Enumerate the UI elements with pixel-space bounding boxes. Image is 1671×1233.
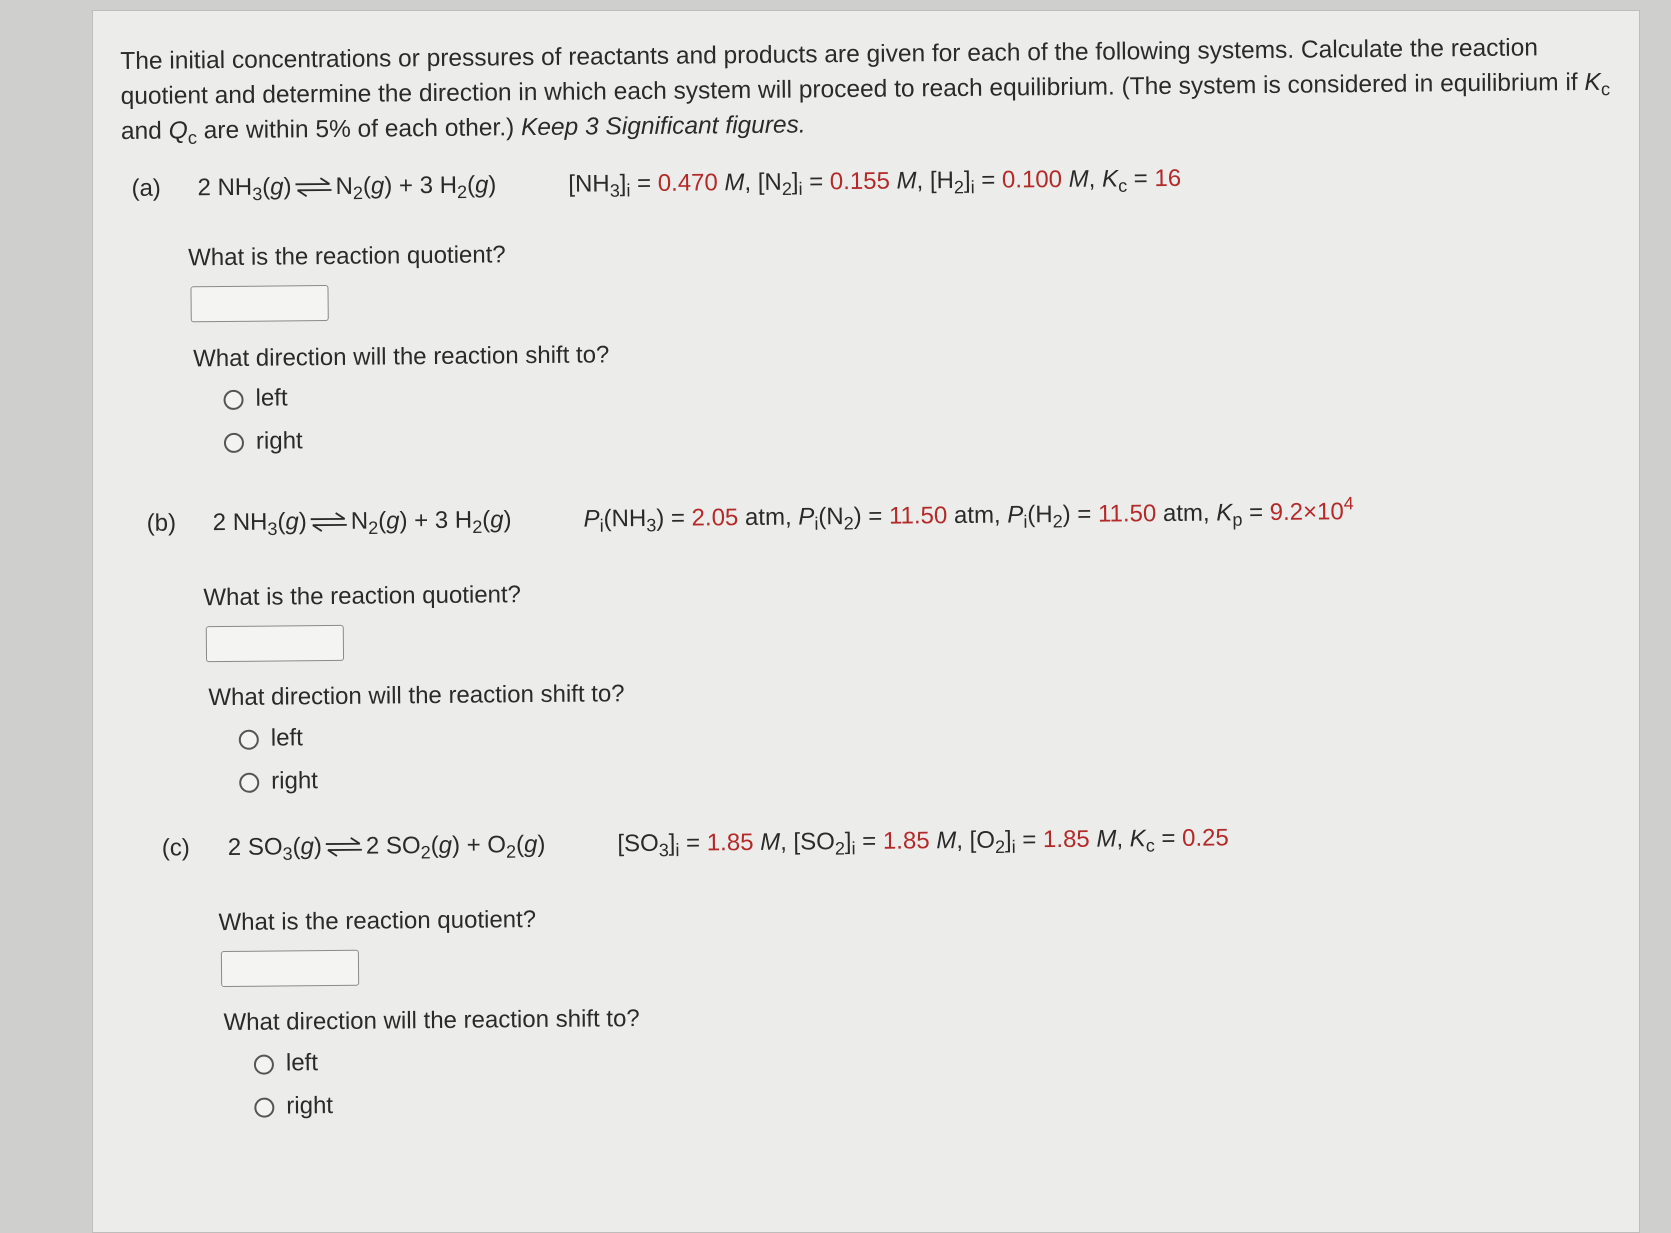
part-c-option-left[interactable]: left	[254, 1048, 318, 1079]
problem-intro: The initial concentrations or pressures of reactants and products are given for each of the following systems. Calculate the reaction quotient and determine the direction in which each system will proceed to reach equilibrium. (The system is considered in equilibrium if $K_c$ and $Q_c$ are within 5% of each other.) Keep 3 Significant figures.	[120, 34, 1611, 148]
part-b-option-right[interactable]: right	[239, 766, 318, 797]
part-c-label: (c)	[161, 834, 190, 862]
part-c-quotient-question: What is the reaction quotient?	[218, 906, 537, 937]
part-a-quotient-input[interactable]	[190, 285, 328, 322]
radio-button[interactable]	[254, 1055, 274, 1075]
part-b-option-left[interactable]: left	[239, 723, 303, 754]
part-b-quotient-question: What is the reaction quotient?	[203, 581, 522, 612]
part-b-label: (b)	[146, 509, 177, 537]
part-c-reaction: 2 $SO_3(g)$ 2 $SO_2(g) + O_2(g)$	[227, 830, 546, 864]
part-b-direction-question: What direction will the reaction shift to?	[208, 680, 625, 712]
equilibrium-arrow-icon	[309, 512, 349, 532]
radio-button[interactable]	[239, 773, 259, 793]
part-c-direction-question: What direction will the reaction shift to?	[223, 1005, 640, 1037]
radio-button[interactable]	[223, 390, 243, 410]
part-b-quotient-input[interactable]	[206, 625, 344, 662]
part-a-quotient-question: What is the reaction quotient?	[188, 241, 506, 272]
radio-button[interactable]	[224, 433, 244, 453]
part-a-option-right[interactable]: right	[224, 426, 303, 457]
part-b-conditions: $P_i(NH_3) = 2.05$ atm, $P_i(N_2) = 11.50$ atm, $P_i(H_2) = 11.50$ atm, $K_p = 9.2\times 10^4$	[583, 493, 1354, 536]
part-a-label: (a)	[131, 174, 161, 202]
part-a-direction-question: What direction will the reaction shift to?	[193, 341, 610, 373]
part-c-option-right[interactable]: right	[254, 1091, 333, 1122]
part-a-reaction: 2 $NH_3(g) N_2(g) + 3$ $H_2(g)$	[197, 171, 497, 205]
part-c-quotient-input[interactable]	[221, 950, 359, 987]
part-a-option-left[interactable]: left	[223, 383, 287, 414]
part-c-conditions: $[SO_3]_i = 1.85$ M, $[SO_2]_i = 1.85$ M, $[O_2]_i = 1.85$ M, $K_c = 0.25$	[617, 824, 1229, 861]
radio-button[interactable]	[254, 1098, 274, 1118]
radio-button[interactable]	[239, 730, 259, 750]
part-b-reaction: 2 $NH_3(g) N_2(g) + 3$ $H_2(g)$	[212, 506, 512, 539]
equilibrium-arrow-icon	[293, 177, 333, 197]
equilibrium-arrow-icon	[324, 837, 364, 857]
part-a-conditions: $[NH_3]_i = 0.470$ M, $[N_2]_i = 0.155$ M, $[H_2]_i = 0.100$ M, $K_c = 16$	[568, 164, 1182, 201]
